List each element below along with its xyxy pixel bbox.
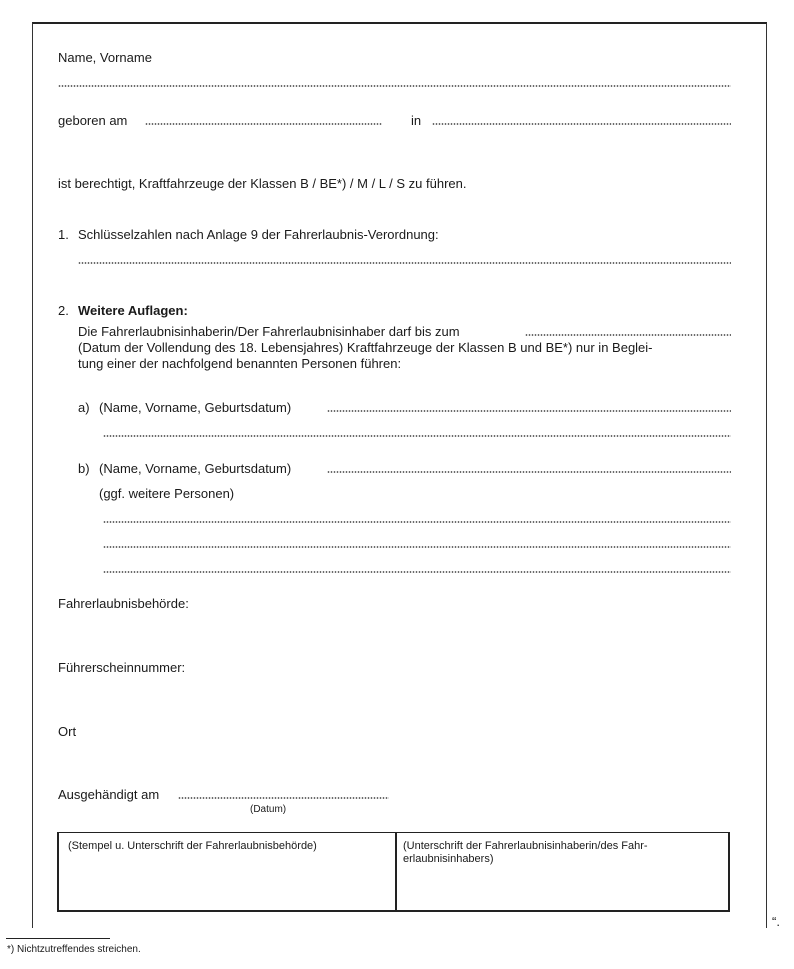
place-label: Ort (58, 724, 77, 739)
companion-b-label: b) (78, 461, 90, 476)
companion-b-dotted-line-1[interactable] (327, 470, 731, 474)
item-2-paragraph-line-3: tung einer der nachfolgend benannten Personen führen: (78, 356, 402, 371)
birth-place-dotted-line[interactable] (432, 122, 731, 126)
name-label: Name, Vorname (58, 50, 152, 65)
name-dotted-line[interactable] (58, 84, 731, 88)
companion-a-dotted-line-1[interactable] (327, 409, 731, 413)
item-2-number: 2. (58, 303, 69, 318)
item-1-number: 1. (58, 227, 69, 242)
date-caption: (Datum) (250, 804, 287, 815)
handed-out-date-dotted-line[interactable] (178, 796, 389, 800)
further-persons-dotted-line-1[interactable] (103, 520, 731, 524)
until-date-dotted-line[interactable] (525, 333, 731, 337)
entitlement-text: ist berechtigt, Kraftfahrzeuge der Klassen B / BE*) / M / L / S zu führen. (58, 176, 467, 191)
item-2-paragraph-line-2: (Datum der Vollendung des 18. Lebensjahres) Kraftfahrzeuge der Klassen B und BE*) nur in Beglei- (78, 340, 653, 355)
further-persons-dotted-line-3[interactable] (103, 570, 731, 574)
top-edge-fragment (228, 0, 238, 6)
footnote-text: *) Nichtzutreffendes streichen. (7, 944, 141, 955)
birth-date-dotted-line[interactable] (145, 122, 382, 126)
further-persons-dotted-line-2[interactable] (103, 545, 731, 549)
birth-place-label: in (411, 113, 422, 128)
further-persons-label: (ggf. weitere Personen) (99, 486, 235, 501)
companion-b-text: (Name, Vorname, Geburtsdatum) (99, 461, 292, 476)
authority-signature-label: (Stempel u. Unterschrift der Fahrerlaubnisbehörde) (68, 840, 317, 852)
companion-a-text: (Name, Vorname, Geburtsdatum) (99, 400, 292, 415)
handed-out-label: Ausgehändigt am (58, 787, 160, 802)
authority-label: Fahrerlaubnisbehörde: (58, 596, 189, 611)
signature-table (57, 832, 730, 912)
companion-a-dotted-line-2[interactable] (103, 434, 731, 438)
holder-signature-label-line-1: (Unterschrift der Fahrerlaubnisinhaberin/des Fahr- (403, 840, 648, 852)
license-number-label: Führerscheinnummer: (58, 660, 186, 675)
companion-a-label: a) (78, 400, 90, 415)
birth-date-label: geboren am (58, 113, 128, 128)
signature-divider (395, 833, 397, 910)
closing-quote-mark: “. (772, 914, 780, 929)
item-2-title: Weitere Auflagen: (78, 303, 188, 318)
key-numbers-dotted-line[interactable] (78, 261, 731, 265)
item-1-text: Schlüsselzahlen nach Anlage 9 der Fahrerlaubnis-Verordnung: (78, 227, 439, 242)
item-2-paragraph-line-1: Die Fahrerlaubnisinhaberin/Der Fahrerlaubnisinhaber darf bis zum (78, 324, 460, 339)
footnote-rule (6, 938, 110, 939)
holder-signature-label-line-2: erlaubnisinhabers) (403, 853, 494, 865)
